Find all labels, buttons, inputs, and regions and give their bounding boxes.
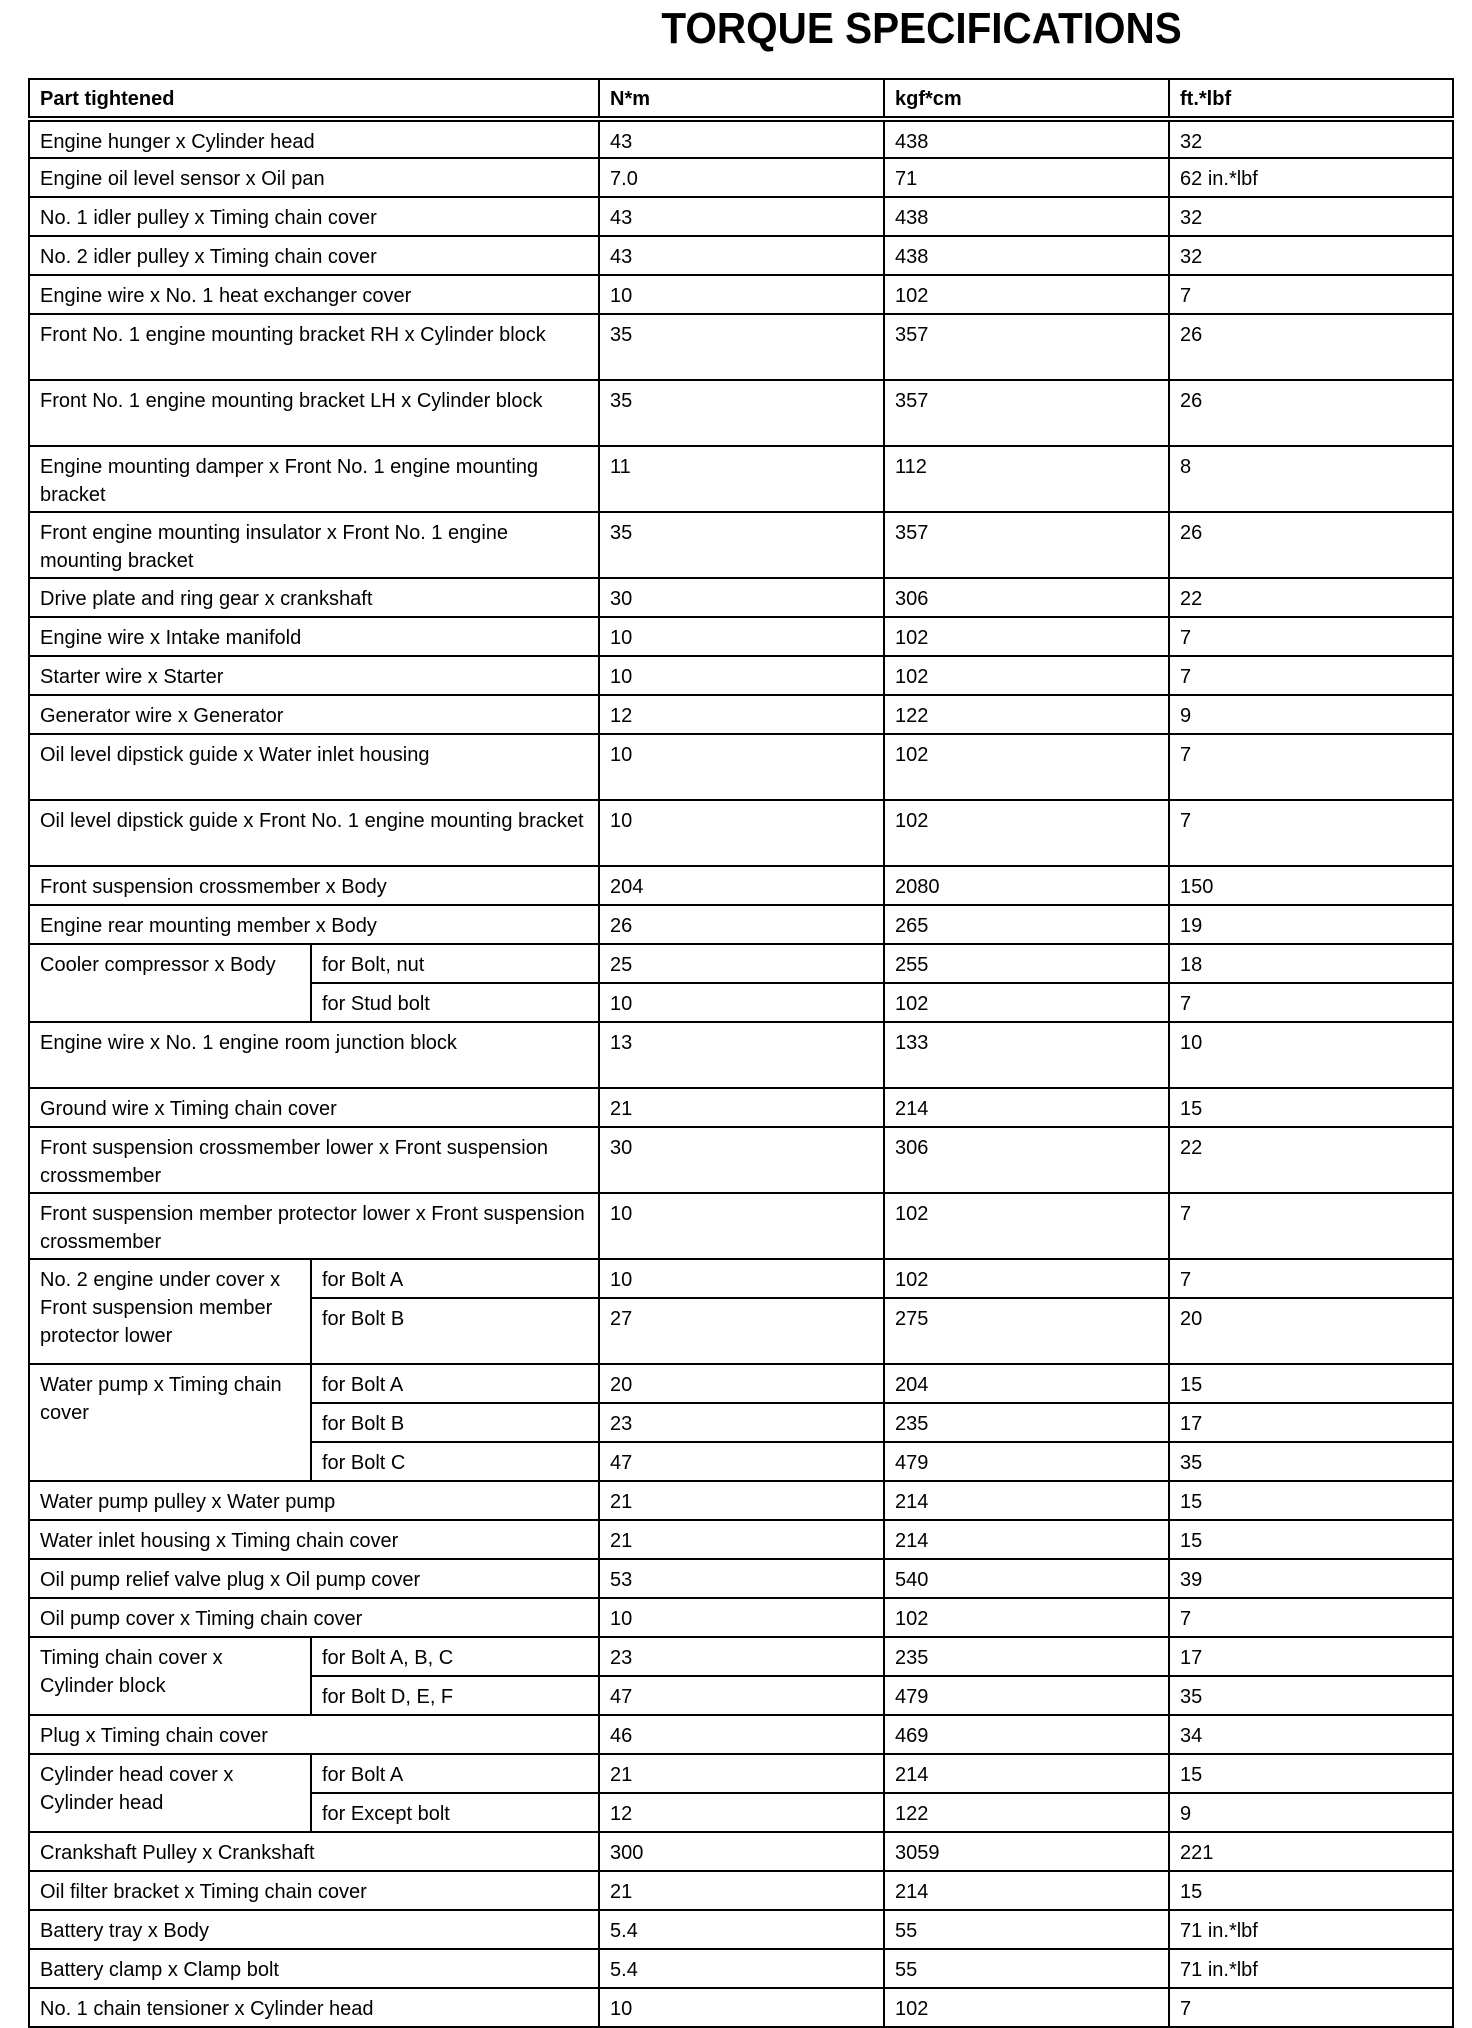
ftlbf-cell: 7 bbox=[1169, 983, 1453, 1022]
nm-cell: 11 bbox=[599, 446, 884, 512]
sub-part-cell: for Bolt A bbox=[311, 1364, 599, 1403]
part-cell: Timing chain cover x Cylinder block bbox=[29, 1637, 311, 1715]
nm-cell: 13 bbox=[599, 1022, 884, 1088]
sub-part-cell: for Bolt A, B, C bbox=[311, 1637, 599, 1676]
ftlbf-cell: 7 bbox=[1169, 1598, 1453, 1637]
ftlbf-cell: 15 bbox=[1169, 1754, 1453, 1793]
table-row bbox=[29, 197, 1453, 236]
part-cell: No. 2 engine under cover x Front suspension member protector lower bbox=[29, 1259, 311, 1364]
ftlbf-cell: 71 in.*lbf bbox=[1169, 1910, 1453, 1949]
table-row bbox=[29, 1715, 1453, 1754]
table-row bbox=[29, 314, 1453, 380]
ftlbf-cell: 26 bbox=[1169, 380, 1453, 446]
part-cell: Front suspension crossmember x Body bbox=[29, 866, 599, 905]
nm-cell: 35 bbox=[599, 314, 884, 380]
kgfcm-cell: 357 bbox=[884, 314, 1169, 380]
nm-cell: 21 bbox=[599, 1481, 884, 1520]
header-ftlbf: ft.*lbf bbox=[1169, 79, 1453, 119]
kgfcm-cell: 265 bbox=[884, 905, 1169, 944]
part-cell: Engine mounting damper x Front No. 1 engine mounting bracket bbox=[29, 446, 599, 512]
nm-cell: 43 bbox=[599, 197, 884, 236]
part-cell: Crankshaft Pulley x Crankshaft bbox=[29, 1832, 599, 1871]
part-cell: Oil pump relief valve plug x Oil pump cover bbox=[29, 1559, 599, 1598]
kgfcm-cell: 306 bbox=[884, 1127, 1169, 1193]
part-cell: Water inlet housing x Timing chain cover bbox=[29, 1520, 599, 1559]
kgfcm-cell: 469 bbox=[884, 1715, 1169, 1754]
part-cell: Front No. 1 engine mounting bracket RH x Cylinder block bbox=[29, 314, 599, 380]
table-row bbox=[29, 1988, 1453, 2027]
table-row bbox=[29, 158, 1453, 197]
ftlbf-cell: 15 bbox=[1169, 1364, 1453, 1403]
kgfcm-cell: 102 bbox=[884, 617, 1169, 656]
nm-cell: 30 bbox=[599, 578, 884, 617]
sub-part-cell: for Bolt C bbox=[311, 1442, 599, 1481]
nm-cell: 10 bbox=[599, 983, 884, 1022]
table-row bbox=[29, 236, 1453, 275]
ftlbf-cell: 20 bbox=[1169, 1298, 1453, 1364]
ftlbf-cell: 150 bbox=[1169, 866, 1453, 905]
table-row bbox=[29, 1910, 1453, 1949]
table-row bbox=[29, 1832, 1453, 1871]
part-cell: Engine hunger x Cylinder head bbox=[29, 119, 599, 158]
kgfcm-cell: 306 bbox=[884, 578, 1169, 617]
ftlbf-cell: 10 bbox=[1169, 1022, 1453, 1088]
nm-cell: 21 bbox=[599, 1520, 884, 1559]
table-row bbox=[29, 275, 1453, 314]
nm-cell: 10 bbox=[599, 656, 884, 695]
torque-spec-table bbox=[28, 78, 1454, 2028]
part-cell: Drive plate and ring gear x crankshaft bbox=[29, 578, 599, 617]
kgfcm-cell: 214 bbox=[884, 1754, 1169, 1793]
part-cell: Battery tray x Body bbox=[29, 1910, 599, 1949]
ftlbf-cell: 15 bbox=[1169, 1088, 1453, 1127]
kgfcm-cell: 112 bbox=[884, 446, 1169, 512]
ftlbf-cell: 15 bbox=[1169, 1481, 1453, 1520]
ftlbf-cell: 71 in.*lbf bbox=[1169, 1949, 1453, 1988]
ftlbf-cell: 17 bbox=[1169, 1403, 1453, 1442]
sub-part-cell: for Stud bolt bbox=[311, 983, 599, 1022]
part-cell: Battery clamp x Clamp bolt bbox=[29, 1949, 599, 1988]
part-cell: No. 2 idler pulley x Timing chain cover bbox=[29, 236, 599, 275]
part-cell: Engine wire x No. 1 engine room junction block bbox=[29, 1022, 599, 1088]
nm-cell: 26 bbox=[599, 905, 884, 944]
nm-cell: 21 bbox=[599, 1871, 884, 1910]
ftlbf-cell: 18 bbox=[1169, 944, 1453, 983]
kgfcm-cell: 479 bbox=[884, 1442, 1169, 1481]
nm-cell: 47 bbox=[599, 1442, 884, 1481]
table-row bbox=[29, 1127, 1453, 1193]
ftlbf-cell: 8 bbox=[1169, 446, 1453, 512]
nm-cell: 46 bbox=[599, 1715, 884, 1754]
table-row bbox=[29, 944, 1453, 983]
table-row bbox=[29, 617, 1453, 656]
kgfcm-cell: 235 bbox=[884, 1637, 1169, 1676]
table-row bbox=[29, 380, 1453, 446]
header-part-tightened: Part tightened bbox=[29, 79, 599, 119]
part-cell: Engine wire x Intake manifold bbox=[29, 617, 599, 656]
nm-cell: 53 bbox=[599, 1559, 884, 1598]
kgfcm-cell: 275 bbox=[884, 1298, 1169, 1364]
part-cell: No. 1 chain tensioner x Cylinder head bbox=[29, 1988, 599, 2027]
kgfcm-cell: 102 bbox=[884, 734, 1169, 800]
kgfcm-cell: 102 bbox=[884, 1988, 1169, 2027]
nm-cell: 43 bbox=[599, 119, 884, 158]
kgfcm-cell: 357 bbox=[884, 380, 1169, 446]
kgfcm-cell: 102 bbox=[884, 656, 1169, 695]
kgfcm-cell: 71 bbox=[884, 158, 1169, 197]
kgfcm-cell: 102 bbox=[884, 1598, 1169, 1637]
kgfcm-cell: 102 bbox=[884, 800, 1169, 866]
ftlbf-cell: 26 bbox=[1169, 512, 1453, 578]
part-cell: Cylinder head cover x Cylinder head bbox=[29, 1754, 311, 1832]
part-cell: Ground wire x Timing chain cover bbox=[29, 1088, 599, 1127]
ftlbf-cell: 35 bbox=[1169, 1442, 1453, 1481]
part-cell: Engine wire x No. 1 heat exchanger cover bbox=[29, 275, 599, 314]
nm-cell: 35 bbox=[599, 380, 884, 446]
kgfcm-cell: 438 bbox=[884, 197, 1169, 236]
table-row bbox=[29, 1259, 1453, 1298]
table-row bbox=[29, 512, 1453, 578]
table-row bbox=[29, 800, 1453, 866]
ftlbf-cell: 7 bbox=[1169, 617, 1453, 656]
kgfcm-cell: 204 bbox=[884, 1364, 1169, 1403]
table-row bbox=[29, 1193, 1453, 1259]
table-body bbox=[29, 119, 1453, 2027]
part-cell: No. 1 idler pulley x Timing chain cover bbox=[29, 197, 599, 236]
ftlbf-cell: 15 bbox=[1169, 1520, 1453, 1559]
table-row bbox=[29, 1637, 1453, 1676]
part-cell: Plug x Timing chain cover bbox=[29, 1715, 599, 1754]
ftlbf-cell: 19 bbox=[1169, 905, 1453, 944]
nm-cell: 300 bbox=[599, 1832, 884, 1871]
table-row bbox=[29, 905, 1453, 944]
part-cell: Oil level dipstick guide x Front No. 1 engine mounting bracket bbox=[29, 800, 599, 866]
ftlbf-cell: 32 bbox=[1169, 197, 1453, 236]
nm-cell: 10 bbox=[599, 734, 884, 800]
table-row bbox=[29, 1598, 1453, 1637]
ftlbf-cell: 26 bbox=[1169, 314, 1453, 380]
kgfcm-cell: 102 bbox=[884, 275, 1169, 314]
table-row bbox=[29, 1481, 1453, 1520]
table-row bbox=[29, 866, 1453, 905]
part-cell: Cooler compressor x Body bbox=[29, 944, 311, 1022]
part-cell: Front suspension crossmember lower x Front suspension crossmember bbox=[29, 1127, 599, 1193]
kgfcm-cell: 55 bbox=[884, 1910, 1169, 1949]
table-row bbox=[29, 1559, 1453, 1598]
sub-part-cell: for Bolt A bbox=[311, 1754, 599, 1793]
ftlbf-cell: 22 bbox=[1169, 578, 1453, 617]
page-title: TORQUE SPECIFICATIONS bbox=[661, 4, 1182, 53]
part-cell: Starter wire x Starter bbox=[29, 656, 599, 695]
sub-part-cell: for Bolt B bbox=[311, 1403, 599, 1442]
ftlbf-cell: 7 bbox=[1169, 800, 1453, 866]
kgfcm-cell: 214 bbox=[884, 1088, 1169, 1127]
nm-cell: 204 bbox=[599, 866, 884, 905]
ftlbf-cell: 17 bbox=[1169, 1637, 1453, 1676]
table-row bbox=[29, 1364, 1453, 1403]
nm-cell: 10 bbox=[599, 1598, 884, 1637]
ftlbf-cell: 7 bbox=[1169, 1193, 1453, 1259]
part-cell: Front suspension member protector lower x Front suspension crossmember bbox=[29, 1193, 599, 1259]
ftlbf-cell: 32 bbox=[1169, 236, 1453, 275]
nm-cell: 35 bbox=[599, 512, 884, 578]
ftlbf-cell: 32 bbox=[1169, 119, 1453, 158]
header-nm: N*m bbox=[599, 79, 884, 119]
table-row bbox=[29, 119, 1453, 158]
nm-cell: 27 bbox=[599, 1298, 884, 1364]
ftlbf-cell: 35 bbox=[1169, 1676, 1453, 1715]
nm-cell: 12 bbox=[599, 695, 884, 734]
nm-cell: 10 bbox=[599, 800, 884, 866]
ftlbf-cell: 7 bbox=[1169, 1259, 1453, 1298]
kgfcm-cell: 479 bbox=[884, 1676, 1169, 1715]
part-cell: Front No. 1 engine mounting bracket LH x Cylinder block bbox=[29, 380, 599, 446]
kgfcm-cell: 122 bbox=[884, 1793, 1169, 1832]
part-cell: Engine oil level sensor x Oil pan bbox=[29, 158, 599, 197]
table-row bbox=[29, 1949, 1453, 1988]
sub-part-cell: for Bolt D, E, F bbox=[311, 1676, 599, 1715]
nm-cell: 7.0 bbox=[599, 158, 884, 197]
part-cell: Generator wire x Generator bbox=[29, 695, 599, 734]
sub-part-cell: for Except bolt bbox=[311, 1793, 599, 1832]
nm-cell: 21 bbox=[599, 1754, 884, 1793]
table-row bbox=[29, 695, 1453, 734]
sub-part-cell: for Bolt A bbox=[311, 1259, 599, 1298]
nm-cell: 30 bbox=[599, 1127, 884, 1193]
nm-cell: 21 bbox=[599, 1088, 884, 1127]
nm-cell: 5.4 bbox=[599, 1910, 884, 1949]
ftlbf-cell: 7 bbox=[1169, 734, 1453, 800]
table-row bbox=[29, 734, 1453, 800]
nm-cell: 25 bbox=[599, 944, 884, 983]
ftlbf-cell: 34 bbox=[1169, 1715, 1453, 1754]
part-cell: Oil pump cover x Timing chain cover bbox=[29, 1598, 599, 1637]
kgfcm-cell: 3059 bbox=[884, 1832, 1169, 1871]
sub-part-cell: for Bolt, nut bbox=[311, 944, 599, 983]
ftlbf-cell: 221 bbox=[1169, 1832, 1453, 1871]
table-row bbox=[29, 446, 1453, 512]
ftlbf-cell: 7 bbox=[1169, 1988, 1453, 2027]
table-row bbox=[29, 656, 1453, 695]
nm-cell: 10 bbox=[599, 1988, 884, 2027]
kgfcm-cell: 122 bbox=[884, 695, 1169, 734]
table-header-row bbox=[29, 79, 1453, 119]
nm-cell: 47 bbox=[599, 1676, 884, 1715]
kgfcm-cell: 255 bbox=[884, 944, 1169, 983]
nm-cell: 10 bbox=[599, 1193, 884, 1259]
kgfcm-cell: 102 bbox=[884, 1193, 1169, 1259]
kgfcm-cell: 357 bbox=[884, 512, 1169, 578]
table-row bbox=[29, 1088, 1453, 1127]
table-row bbox=[29, 1520, 1453, 1559]
kgfcm-cell: 235 bbox=[884, 1403, 1169, 1442]
nm-cell: 23 bbox=[599, 1637, 884, 1676]
nm-cell: 10 bbox=[599, 617, 884, 656]
header-kgfcm: kgf*cm bbox=[884, 79, 1169, 119]
kgfcm-cell: 540 bbox=[884, 1559, 1169, 1598]
table-row bbox=[29, 1022, 1453, 1088]
nm-cell: 12 bbox=[599, 1793, 884, 1832]
table-row bbox=[29, 1754, 1453, 1793]
kgfcm-cell: 2080 bbox=[884, 866, 1169, 905]
ftlbf-cell: 15 bbox=[1169, 1871, 1453, 1910]
nm-cell: 10 bbox=[599, 1259, 884, 1298]
sub-part-cell: for Bolt B bbox=[311, 1298, 599, 1364]
ftlbf-cell: 9 bbox=[1169, 1793, 1453, 1832]
kgfcm-cell: 102 bbox=[884, 1259, 1169, 1298]
part-cell: Engine rear mounting member x Body bbox=[29, 905, 599, 944]
kgfcm-cell: 438 bbox=[884, 119, 1169, 158]
ftlbf-cell: 7 bbox=[1169, 275, 1453, 314]
ftlbf-cell: 39 bbox=[1169, 1559, 1453, 1598]
kgfcm-cell: 214 bbox=[884, 1520, 1169, 1559]
part-cell: Front engine mounting insulator x Front No. 1 engine mounting bracket bbox=[29, 512, 599, 578]
kgfcm-cell: 102 bbox=[884, 983, 1169, 1022]
table-row bbox=[29, 578, 1453, 617]
ftlbf-cell: 62 in.*lbf bbox=[1169, 158, 1453, 197]
nm-cell: 23 bbox=[599, 1403, 884, 1442]
kgfcm-cell: 214 bbox=[884, 1481, 1169, 1520]
part-cell: Oil filter bracket x Timing chain cover bbox=[29, 1871, 599, 1910]
nm-cell: 10 bbox=[599, 275, 884, 314]
part-cell: Water pump x Timing chain cover bbox=[29, 1364, 311, 1481]
kgfcm-cell: 214 bbox=[884, 1871, 1169, 1910]
ftlbf-cell: 22 bbox=[1169, 1127, 1453, 1193]
kgfcm-cell: 55 bbox=[884, 1949, 1169, 1988]
ftlbf-cell: 9 bbox=[1169, 695, 1453, 734]
ftlbf-cell: 7 bbox=[1169, 656, 1453, 695]
part-cell: Oil level dipstick guide x Water inlet housing bbox=[29, 734, 599, 800]
nm-cell: 20 bbox=[599, 1364, 884, 1403]
part-cell: Water pump pulley x Water pump bbox=[29, 1481, 599, 1520]
nm-cell: 5.4 bbox=[599, 1949, 884, 1988]
kgfcm-cell: 133 bbox=[884, 1022, 1169, 1088]
nm-cell: 43 bbox=[599, 236, 884, 275]
kgfcm-cell: 438 bbox=[884, 236, 1169, 275]
table-row bbox=[29, 1871, 1453, 1910]
